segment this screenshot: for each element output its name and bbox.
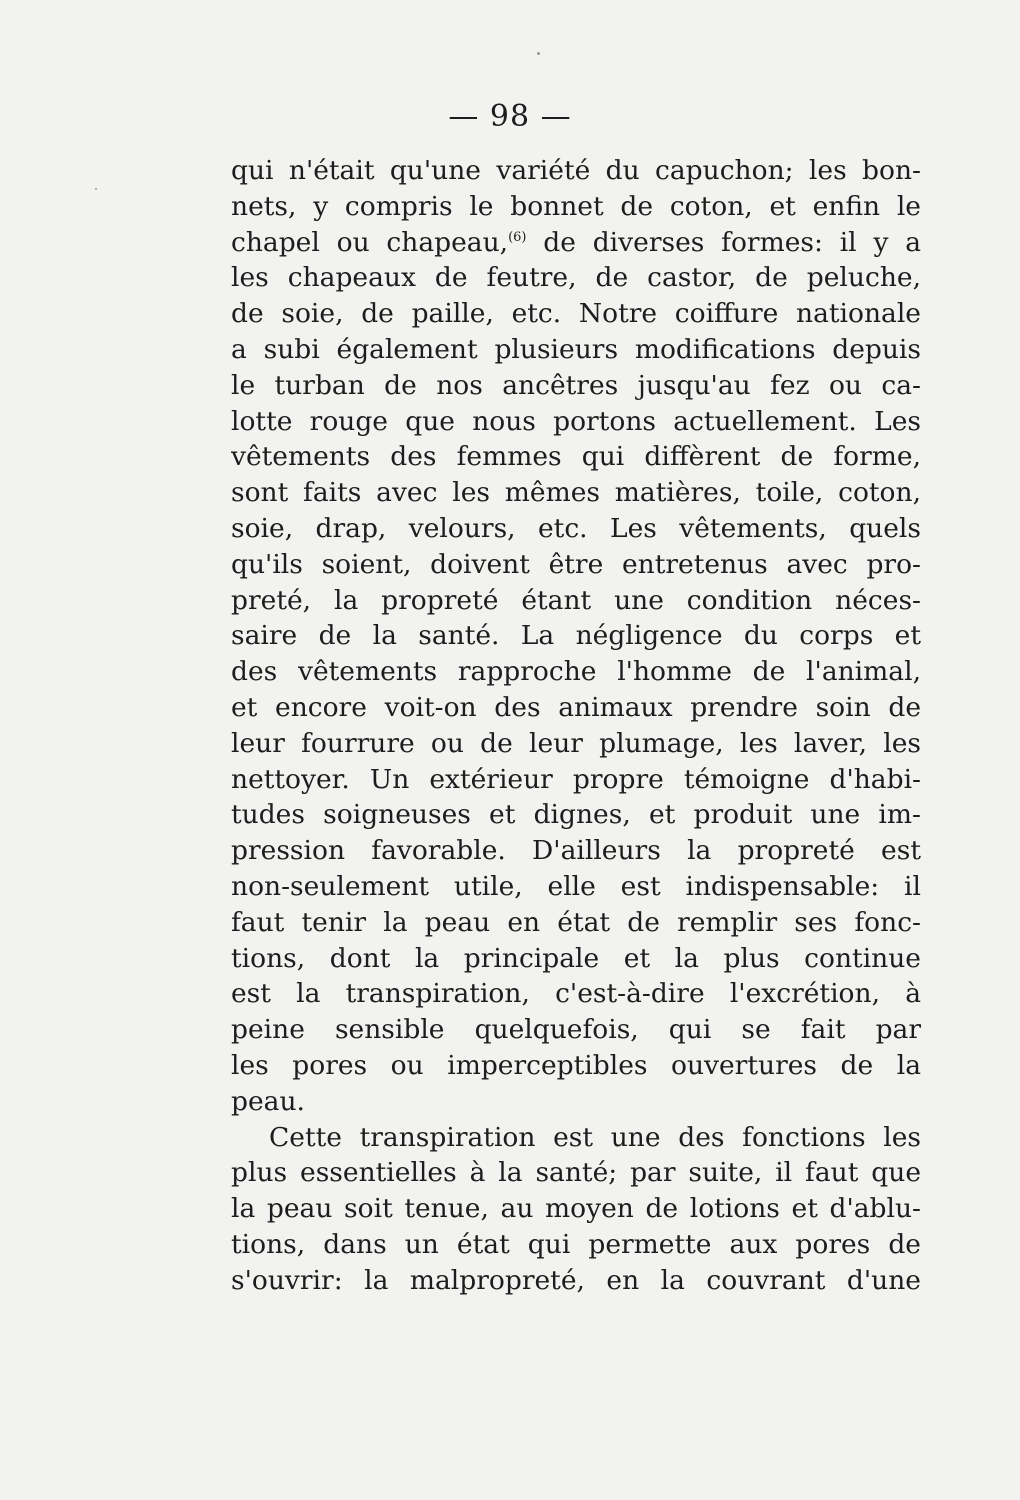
text-line: saire de la santé. La négligence du corps et <box>231 620 921 652</box>
text-line: leur fourrure ou de leur plumage, les laver, les <box>231 727 921 759</box>
text-line: de soie, de paille, etc. Notre coiffure nationale <box>231 298 921 330</box>
text-line: nets, y compris le bonnet de coton, et enfin le <box>231 190 921 222</box>
text-line: le turban de nos ancêtres jusqu'au fez ou ca- <box>231 369 921 401</box>
text-line: a subi également plusieurs modifications depuis <box>231 333 921 365</box>
text-line: est la transpiration, c'est-à-dire l'excrétion, à <box>231 978 921 1010</box>
text-line <box>231 225 921 261</box>
text-line: tions, dont la principale et la plus continue <box>231 942 921 974</box>
text-line: preté, la propreté étant une condition néces- <box>231 584 921 616</box>
text-line: soie, drap, velours, etc. Les vêtements, quels <box>231 512 921 544</box>
text-line: faut tenir la peau en état de remplir ses fonc- <box>231 906 921 938</box>
text-line: tions, dans un état qui permette aux pores de <box>231 1228 921 1260</box>
footnote-reference: (6) <box>508 229 527 245</box>
text-line: et encore voit-on des animaux prendre soin de <box>231 691 921 723</box>
text-line: les pores ou imperceptibles ouvertures de la <box>231 1049 921 1081</box>
text-line: nettoyer. Un extérieur propre témoigne d'habi- <box>231 763 921 795</box>
body-text <box>231 153 921 1299</box>
text-line: sont faits avec les mêmes matières, toile, coton, <box>231 477 921 509</box>
text-segment: de diverses formes: il y a <box>526 226 921 258</box>
text-line: des vêtements rapproche l'homme de l'animal, <box>231 656 921 688</box>
text-line: peau. <box>231 1085 305 1117</box>
text-line: peine sensible quelquefois, qui se fait par <box>231 1014 921 1046</box>
text-line: tudes soigneuses et dignes, et produit une im- <box>231 799 921 831</box>
paper-speck <box>95 188 97 190</box>
text-line: lotte rouge que nous portons actuellement. Les <box>231 405 921 437</box>
text-line: non-seulement utile, elle est indispensable: il <box>231 870 921 902</box>
text-line: pression favorable. D'ailleurs la propreté est <box>231 835 921 867</box>
text-line: plus essentielles à la santé; par suite, il faut que <box>231 1157 921 1189</box>
text-line: les chapeaux de feutre, de castor, de peluche, <box>231 262 921 294</box>
text-line: qui n'était qu'une variété du capuchon; les bon- <box>231 155 921 186</box>
text-line: qu'ils soient, doivent être entretenus avec pro- <box>231 548 921 580</box>
page-number: — 98 — <box>448 99 572 134</box>
paper-speck <box>537 52 540 55</box>
text-line: la peau soit tenue, au moyen de lotions et d'ablu- <box>231 1193 921 1225</box>
paragraph-first-line: Cette transpiration est une des fonctions les <box>269 1121 921 1153</box>
text-line: vêtements des femmes qui diffèrent de forme, <box>231 441 921 473</box>
text-line: s'ouvrir: la malpropreté, en la couvrant d'une <box>231 1264 921 1296</box>
text-segment: chapel ou chapeau, <box>231 226 509 258</box>
